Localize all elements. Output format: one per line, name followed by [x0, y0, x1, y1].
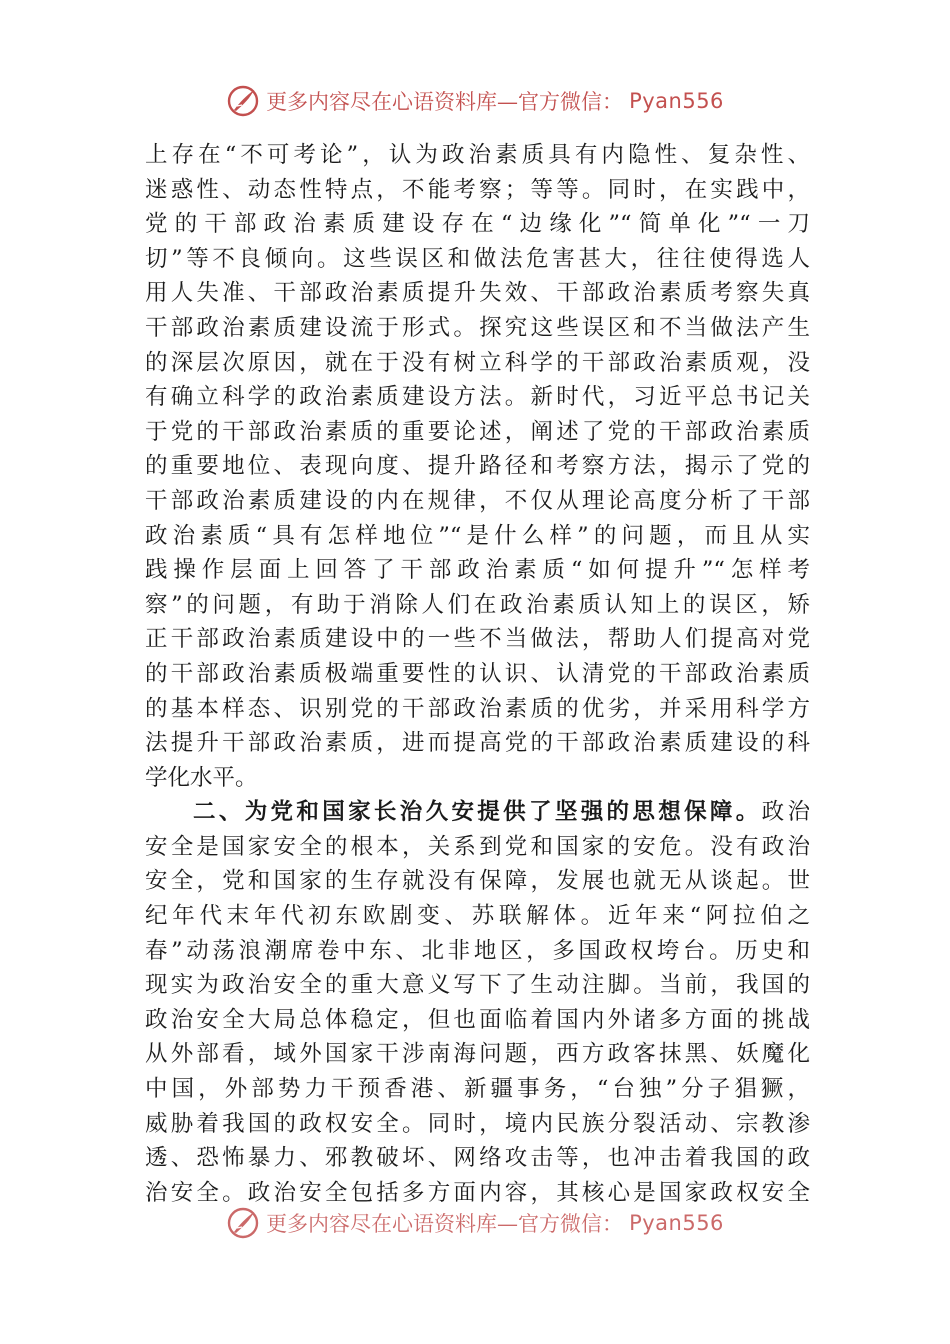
text-line: 学化水平。: [145, 764, 258, 791]
text-line: 于党的干部政治素质的重要论述，阐述了党的干部政治素质: [145, 418, 810, 445]
text-line: 的干部政治素质极端重要性的认识、认清党的干部政治素质: [145, 660, 810, 687]
text-line: 政治素质“具有怎样地位”“是什么样”的问题，而且从实: [145, 522, 810, 549]
section-heading-line: [145, 795, 810, 830]
text-line: 现实为政治安全的重大意义写下了生动注脚。当前，我国的: [145, 972, 810, 999]
text-line: 用人失准、干部政治素质提升失效、干部政治素质考察失真: [145, 280, 810, 307]
paragraph-2: [145, 795, 810, 1210]
watermark-footer: [0, 1206, 950, 1240]
text-line: 的基本样态、识别党的干部政治素质的优劣，并采用科学方: [145, 695, 810, 722]
text-line: 法提升干部政治素质，进而提高党的干部政治素质建设的科: [145, 730, 810, 757]
text-line: 春”动荡浪潮席卷中东、北非地区，多国政权垮台。历史和: [145, 937, 810, 964]
text-run: 政治: [761, 799, 810, 826]
text-line: 切”等不良倾向。这些误区和做法危害甚大，往往使得选人: [145, 245, 810, 272]
text-line: 透、恐怖暴力、邪教破坏、网络攻击等，也冲击着我国的政: [145, 1145, 810, 1172]
text-line: 的深层次原因，就在于没有树立科学的干部政治素质观，没: [145, 349, 810, 376]
text-line: 上存在“不可考论”，认为政治素质具有内隐性、复杂性、: [145, 142, 810, 168]
section-heading: 二、为党和国家长治久安提供了坚强的思想保障。: [193, 799, 762, 826]
watermark-text: 更多内容尽在心语资料库—官方微信：: [266, 90, 624, 114]
paragraph-1: [145, 138, 810, 795]
watermark-wechat-id: Pyan556: [629, 89, 724, 113]
watermark-wechat-id: Pyan556: [629, 1211, 724, 1235]
text-line: 威胁着我国的政权安全。同时，境内民族分裂活动、宗教渗: [145, 1110, 810, 1137]
text-line: 治安全。政治安全包括多方面内容，其核心是国家政权安全: [145, 1179, 810, 1206]
text-line: 有确立科学的政治素质建设方法。新时代，习近平总书记关: [145, 384, 810, 411]
text-line: 践操作层面上回答了干部政治素质“如何提升”“怎样考: [145, 557, 810, 584]
text-line: 察”的问题，有助于消除人们在政治素质认知上的误区，矫: [145, 591, 810, 618]
text-line: 纪年代末年代初东欧剧变、苏联解体。近年来“阿拉伯之: [145, 903, 810, 930]
text-line: 正干部政治素质建设中的一些不当做法，帮助人们提高对党: [145, 626, 810, 653]
text-line: 迷惑性、动态性特点，不能考察；等等。同时，在实践中，: [145, 176, 810, 203]
text-line: 安全是国家安全的根本，关系到党和国家的安危。没有政治: [145, 833, 810, 860]
text-line: 安全，党和国家的生存就没有保障，发展也就无从谈起。世: [145, 868, 810, 895]
text-line: 干部政治素质建设流于形式。探究这些误区和不当做法产生: [145, 314, 810, 341]
watermark-text: 更多内容尽在心语资料库—官方微信：: [266, 1212, 624, 1236]
text-line: 干部政治素质建设的内在规律，不仅从理论高度分析了干部: [145, 487, 810, 514]
feather-pen-logo-icon: [226, 1206, 260, 1240]
text-line: 党的干部政治素质建设存在“边缘化”“简单化”“一刀: [145, 211, 810, 238]
text-line: 中国，外部势力干预香港、新疆事务，“台独”分子猖獗，: [145, 1076, 810, 1103]
text-line: 从外部看，域外国家干涉南海问题，西方政客抹黑、妖魔化: [145, 1041, 810, 1068]
text-line: 政治安全大局总体稳定，但也面临着国内外诸多方面的挑战: [145, 1006, 810, 1033]
text-line: 的重要地位、表现向度、提升路径和考察方法，揭示了党的: [145, 453, 810, 480]
watermark-header: [0, 84, 950, 118]
feather-pen-logo-icon: [226, 84, 260, 118]
document-body: [145, 138, 810, 1210]
